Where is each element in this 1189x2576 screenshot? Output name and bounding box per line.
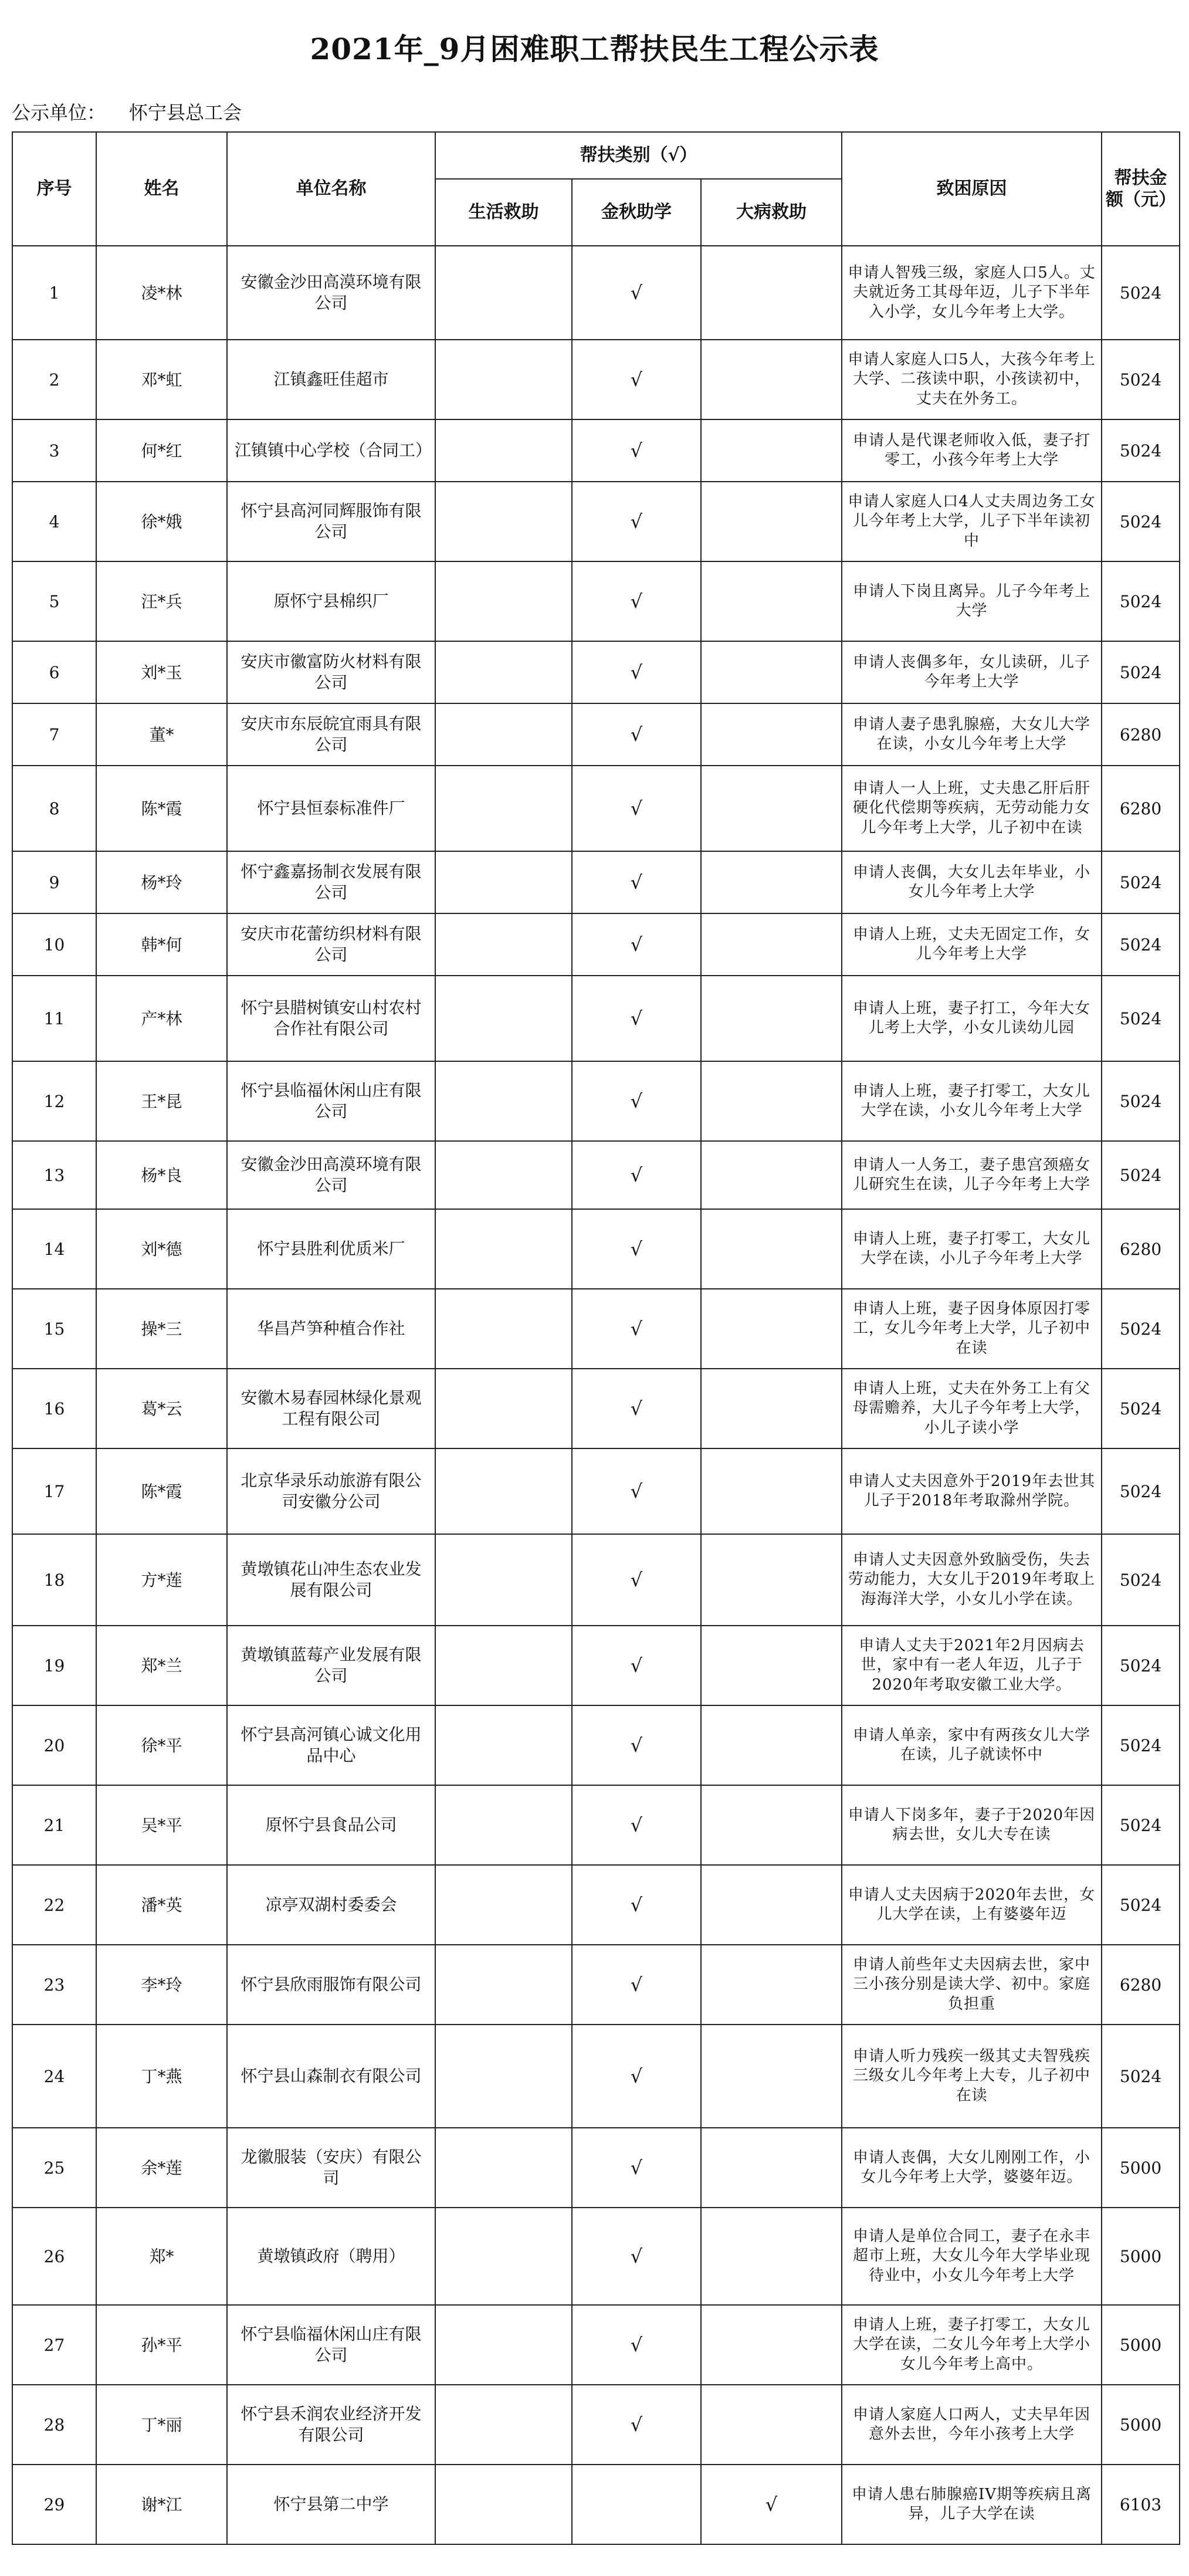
table-row xyxy=(12,1626,1180,1705)
row-amount: 5024 xyxy=(1102,1785,1180,1865)
row-check-illness xyxy=(701,246,842,340)
table-row xyxy=(12,976,1180,1061)
row-check-school: √ xyxy=(572,703,701,766)
row-check-school: √ xyxy=(572,1061,701,1141)
row-reason: 申请人智残三级，家庭人口5人。丈夫就近务工其母年迈，儿子下半年入小学，女儿今年考上大学。 xyxy=(842,246,1102,340)
row-seq: 10 xyxy=(12,913,96,976)
row-amount: 5024 xyxy=(1102,340,1180,419)
table-row xyxy=(12,1061,1180,1141)
row-org: 原怀宁县食品公司 xyxy=(227,1785,435,1865)
row-amount: 5024 xyxy=(1102,1141,1180,1209)
row-check-life xyxy=(435,1945,572,2025)
row-check-school: √ xyxy=(572,1534,701,1626)
row-reason: 申请人丈夫因意外致脑受伤，失去劳动能力，大女儿于2019年考取上海海洋大学，小女儿小学在读。 xyxy=(842,1534,1102,1626)
row-org: 原怀宁县棉织厂 xyxy=(227,561,435,641)
row-seq: 28 xyxy=(12,2385,96,2465)
row-check-illness xyxy=(701,1705,842,1785)
row-reason: 申请人上班，妻子打零工，大女儿大学在读，二女儿今年考上大学小女儿今年考上高中。 xyxy=(842,2305,1102,2385)
row-check-school: √ xyxy=(572,1785,701,1865)
row-check-illness xyxy=(701,703,842,766)
row-amount: 5024 xyxy=(1102,913,1180,976)
row-org: 安庆市东辰皖宜雨具有限公司 xyxy=(227,703,435,766)
row-name: 汪*兵 xyxy=(96,561,227,641)
row-name: 王*昆 xyxy=(96,1061,227,1141)
row-seq: 25 xyxy=(12,2128,96,2208)
header-seq: 序号 xyxy=(12,132,96,246)
table-row xyxy=(12,2465,1180,2544)
row-org: 怀宁县胜利优质米厂 xyxy=(227,1209,435,1289)
row-seq: 18 xyxy=(12,1534,96,1626)
header-category: 帮扶类别（√） xyxy=(435,132,842,179)
row-check-school: √ xyxy=(572,1945,701,2025)
row-reason: 申请人丧偶，大女儿刚刚工作，小女儿今年考上大学，婆婆年迈。 xyxy=(842,2128,1102,2208)
table-row xyxy=(12,1141,1180,1209)
row-name: 谢*江 xyxy=(96,2465,227,2544)
row-check-school: √ xyxy=(572,913,701,976)
table-row xyxy=(12,1865,1180,1945)
row-check-illness xyxy=(701,1534,842,1626)
row-check-life xyxy=(435,851,572,913)
row-name: 杨*玲 xyxy=(96,851,227,913)
row-reason: 申请人丈夫因病于2020年去世，女儿大学在读，上有婆婆年迈 xyxy=(842,1865,1102,1945)
table-body xyxy=(12,246,1180,2544)
row-name: 邓*虹 xyxy=(96,340,227,419)
table-row xyxy=(12,851,1180,913)
row-check-illness xyxy=(701,2025,842,2128)
table-row xyxy=(12,2128,1180,2208)
row-name: 凌*林 xyxy=(96,246,227,340)
row-check-school: √ xyxy=(572,2385,701,2465)
row-amount: 5024 xyxy=(1102,1289,1180,1369)
row-org: 安庆市徽富防火材料有限公司 xyxy=(227,641,435,703)
row-seq: 13 xyxy=(12,1141,96,1209)
row-check-illness xyxy=(701,2128,842,2208)
row-reason: 申请人家庭人口两人，丈夫早年因意外去世，今年小孩考上大学 xyxy=(842,2385,1102,2465)
table-row xyxy=(12,1369,1180,1448)
row-name: 吴*平 xyxy=(96,1785,227,1865)
row-seq: 26 xyxy=(12,2208,96,2305)
row-seq: 8 xyxy=(12,766,96,851)
row-amount: 5000 xyxy=(1102,2305,1180,2385)
table-row xyxy=(12,1945,1180,2025)
row-name: 何*红 xyxy=(96,419,227,482)
row-org: 怀宁县临福休闲山庄有限公司 xyxy=(227,2305,435,2385)
row-reason: 申请人患右肺腺癌IV期等疾病且离异，儿子大学在读 xyxy=(842,2465,1102,2544)
row-org: 安徽金沙田高漠环境有限公司 xyxy=(227,1141,435,1209)
row-check-life xyxy=(435,1061,572,1141)
row-name: 葛*云 xyxy=(96,1369,227,1448)
row-name: 韩*何 xyxy=(96,913,227,976)
row-seq: 2 xyxy=(12,340,96,419)
row-amount: 5024 xyxy=(1102,561,1180,641)
row-check-life xyxy=(435,2465,572,2544)
row-check-illness xyxy=(701,1945,842,2025)
row-amount: 5024 xyxy=(1102,2025,1180,2128)
row-reason: 申请人前些年丈夫因病去世，家中三小孩分别是读大学、初中。家庭负担重 xyxy=(842,1945,1102,2025)
row-check-school: √ xyxy=(572,1705,701,1785)
table-row xyxy=(12,482,1180,561)
header-amount: 帮扶金额（元） xyxy=(1102,132,1180,246)
row-check-school: √ xyxy=(572,2208,701,2305)
row-name: 潘*英 xyxy=(96,1865,227,1945)
row-check-life xyxy=(435,1534,572,1626)
row-check-school: √ xyxy=(572,1141,701,1209)
row-seq: 14 xyxy=(12,1209,96,1289)
table-row xyxy=(12,340,1180,419)
row-seq: 20 xyxy=(12,1705,96,1785)
row-seq: 1 xyxy=(12,246,96,340)
row-amount: 6103 xyxy=(1102,2465,1180,2544)
row-check-school: √ xyxy=(572,766,701,851)
table-row xyxy=(12,419,1180,482)
header-reason: 致困原因 xyxy=(842,132,1102,246)
row-reason: 申请人听力残疾一级其丈夫智残疾三级女儿今年考上大专，儿子初中在读 xyxy=(842,2025,1102,2128)
row-amount: 5024 xyxy=(1102,246,1180,340)
row-check-life xyxy=(435,703,572,766)
row-seq: 7 xyxy=(12,703,96,766)
row-seq: 4 xyxy=(12,482,96,561)
row-name: 董* xyxy=(96,703,227,766)
row-org: 黄墩镇政府（聘用） xyxy=(227,2208,435,2305)
publishing-unit-label: 公示单位： xyxy=(12,101,106,124)
row-check-illness xyxy=(701,419,842,482)
table-row xyxy=(12,766,1180,851)
table-row xyxy=(12,1785,1180,1865)
row-check-life xyxy=(435,2385,572,2465)
row-check-illness xyxy=(701,1448,842,1534)
row-check-school: √ xyxy=(572,482,701,561)
row-reason: 申请人一人上班，丈夫患乙肝后肝硬化代偿期等疾病，无劳动能力女儿今年考上大学，儿子初中在读 xyxy=(842,766,1102,851)
row-check-life xyxy=(435,913,572,976)
row-org: 江镇镇中心学校（合同工） xyxy=(227,419,435,482)
row-reason: 申请人单亲，家中有两孩女儿大学在读，儿子就读怀中 xyxy=(842,1705,1102,1785)
row-name: 刘*德 xyxy=(96,1209,227,1289)
row-check-life xyxy=(435,482,572,561)
row-reason: 申请人丈夫于2021年2月因病去世，家中有一老人年迈，儿子于2020年考取安徽工业大学。 xyxy=(842,1626,1102,1705)
row-check-illness xyxy=(701,851,842,913)
row-check-illness xyxy=(701,976,842,1061)
table-row xyxy=(12,246,1180,340)
row-check-life xyxy=(435,340,572,419)
row-name: 陈*霞 xyxy=(96,766,227,851)
row-reason: 申请人上班，妻子打零工，大女儿大学在读，小女儿今年考上大学 xyxy=(842,1061,1102,1141)
row-reason: 申请人是代课老师收入低，妻子打零工，小孩今年考上大学 xyxy=(842,419,1102,482)
row-check-school: √ xyxy=(572,1448,701,1534)
row-name: 孙*平 xyxy=(96,2305,227,2385)
row-check-school: √ xyxy=(572,641,701,703)
row-check-life xyxy=(435,1865,572,1945)
row-reason: 申请人家庭人口5人，大孩今年考上大学、二孩读中职，小孩读初中，丈夫在外务工。 xyxy=(842,340,1102,419)
row-name: 丁*燕 xyxy=(96,2025,227,2128)
row-reason: 申请人下岗且离异。儿子今年考上大学 xyxy=(842,561,1102,641)
row-name: 徐*娥 xyxy=(96,482,227,561)
row-amount: 6280 xyxy=(1102,1209,1180,1289)
header-org: 单位名称 xyxy=(227,132,435,246)
table-row xyxy=(12,1209,1180,1289)
row-check-life xyxy=(435,1448,572,1534)
table-row xyxy=(12,2025,1180,2128)
row-amount: 5000 xyxy=(1102,2128,1180,2208)
row-check-illness xyxy=(701,1289,842,1369)
row-amount: 5000 xyxy=(1102,2385,1180,2465)
row-seq: 24 xyxy=(12,2025,96,2128)
publishing-unit xyxy=(12,97,242,126)
row-check-life xyxy=(435,1289,572,1369)
row-amount: 5024 xyxy=(1102,976,1180,1061)
row-amount: 6280 xyxy=(1102,1945,1180,2025)
row-seq: 5 xyxy=(12,561,96,641)
table-row xyxy=(12,913,1180,976)
table-row xyxy=(12,1289,1180,1369)
row-amount: 5000 xyxy=(1102,2208,1180,2305)
row-reason: 申请人上班，妻子因身体原因打零工，女儿今年考上大学，儿子初中在读 xyxy=(842,1289,1102,1369)
table-row xyxy=(12,1448,1180,1534)
row-check-school: √ xyxy=(572,1209,701,1289)
row-check-illness xyxy=(701,1626,842,1705)
assistance-table xyxy=(12,131,1180,2545)
row-check-school: √ xyxy=(572,2305,701,2385)
row-org: 怀宁县恒泰标准件厂 xyxy=(227,766,435,851)
row-org: 怀宁县欣雨服饰有限公司 xyxy=(227,1945,435,2025)
row-check-school: √ xyxy=(572,976,701,1061)
row-org: 龙徽服装（安庆）有限公司 xyxy=(227,2128,435,2208)
row-check-life xyxy=(435,1705,572,1785)
row-amount: 5024 xyxy=(1102,419,1180,482)
row-name: 操*三 xyxy=(96,1289,227,1369)
row-check-illness xyxy=(701,340,842,419)
row-check-school: √ xyxy=(572,1865,701,1945)
row-amount: 6280 xyxy=(1102,766,1180,851)
row-check-illness xyxy=(701,641,842,703)
row-seq: 29 xyxy=(12,2465,96,2544)
row-check-illness xyxy=(701,2385,842,2465)
row-check-illness xyxy=(701,2208,842,2305)
row-check-illness xyxy=(701,1141,842,1209)
row-check-life xyxy=(435,2208,572,2305)
row-check-school: √ xyxy=(572,1289,701,1369)
row-name: 产*林 xyxy=(96,976,227,1061)
row-org: 怀宁县第二中学 xyxy=(227,2465,435,2544)
row-check-life xyxy=(435,766,572,851)
row-check-life xyxy=(435,419,572,482)
row-name: 杨*良 xyxy=(96,1141,227,1209)
row-check-school xyxy=(572,2465,701,2544)
row-org: 怀宁县禾润农业经济开发有限公司 xyxy=(227,2385,435,2465)
row-amount: 5024 xyxy=(1102,851,1180,913)
row-org: 安徽金沙田高漠环境有限公司 xyxy=(227,246,435,340)
row-org: 怀宁县腊树镇安山村农村合作社有限公司 xyxy=(227,976,435,1061)
row-name: 郑*兰 xyxy=(96,1626,227,1705)
row-name: 陈*霞 xyxy=(96,1448,227,1534)
row-check-school: √ xyxy=(572,851,701,913)
row-check-life xyxy=(435,1209,572,1289)
row-check-life xyxy=(435,976,572,1061)
row-seq: 22 xyxy=(12,1865,96,1945)
row-check-illness: √ xyxy=(701,2465,842,2544)
row-name: 李*玲 xyxy=(96,1945,227,2025)
row-check-school: √ xyxy=(572,1369,701,1448)
row-check-life xyxy=(435,1785,572,1865)
row-seq: 12 xyxy=(12,1061,96,1141)
row-reason: 申请人上班，妻子打零工，大女儿大学在读，小儿子今年考上大学 xyxy=(842,1209,1102,1289)
row-check-school: √ xyxy=(572,340,701,419)
row-amount: 5024 xyxy=(1102,1534,1180,1626)
row-check-life xyxy=(435,246,572,340)
row-check-illness xyxy=(701,2305,842,2385)
row-check-illness xyxy=(701,1369,842,1448)
row-check-illness xyxy=(701,766,842,851)
row-name: 刘*玉 xyxy=(96,641,227,703)
publishing-unit-name: 怀宁县总工会 xyxy=(129,101,242,124)
row-amount: 5024 xyxy=(1102,1369,1180,1448)
row-org: 怀宁县高河镇心诚文化用品中心 xyxy=(227,1705,435,1785)
row-org: 怀宁鑫嘉扬制衣发展有限公司 xyxy=(227,851,435,913)
row-amount: 6280 xyxy=(1102,703,1180,766)
row-check-life xyxy=(435,641,572,703)
row-name: 郑* xyxy=(96,2208,227,2305)
row-seq: 11 xyxy=(12,976,96,1061)
row-seq: 21 xyxy=(12,1785,96,1865)
row-reason: 申请人丧偶，大女儿去年毕业，小女儿今年考上大学 xyxy=(842,851,1102,913)
header-cat-life: 生活救助 xyxy=(435,179,572,246)
row-reason: 申请人家庭人口4人丈夫周边务工女儿今年考上大学，儿子下半年读初中 xyxy=(842,482,1102,561)
header-cat-school: 金秋助学 xyxy=(572,179,701,246)
row-reason: 申请人上班，妻子打工，今年大女儿考上大学，小女儿读幼儿园 xyxy=(842,976,1102,1061)
row-reason: 申请人妻子患乳腺癌，大女儿大学在读，小女儿今年考上大学 xyxy=(842,703,1102,766)
row-org: 江镇鑫旺佳超市 xyxy=(227,340,435,419)
row-reason: 申请人下岗多年，妻子于2020年因病去世，女儿大专在读 xyxy=(842,1785,1102,1865)
row-reason: 申请人上班，丈夫在外务工上有父母需赡养，大儿子今年考上大学，小儿子读小学 xyxy=(842,1369,1102,1448)
header-name: 姓名 xyxy=(96,132,227,246)
page-title: 2021年_9月困难职工帮扶民生工程公示表 xyxy=(310,32,879,66)
row-check-life xyxy=(435,1369,572,1448)
row-amount: 5024 xyxy=(1102,1705,1180,1785)
row-check-school: √ xyxy=(572,419,701,482)
row-check-illness xyxy=(701,913,842,976)
row-reason: 申请人一人务工，妻子患宫颈癌女儿研究生在读，儿子今年考上大学 xyxy=(842,1141,1102,1209)
row-org: 安庆市花蕾纺织材料有限公司 xyxy=(227,913,435,976)
table-row xyxy=(12,2208,1180,2305)
row-check-school: √ xyxy=(572,246,701,340)
row-org: 怀宁县高河同辉服饰有限公司 xyxy=(227,482,435,561)
row-org: 华昌芦笋种植合作社 xyxy=(227,1289,435,1369)
row-org: 怀宁县临福休闲山庄有限公司 xyxy=(227,1061,435,1141)
row-check-school: √ xyxy=(572,561,701,641)
row-name: 丁*丽 xyxy=(96,2385,227,2465)
row-seq: 27 xyxy=(12,2305,96,2385)
table-row xyxy=(12,2305,1180,2385)
table-row xyxy=(12,641,1180,703)
row-check-school: √ xyxy=(572,2128,701,2208)
row-amount: 5024 xyxy=(1102,641,1180,703)
row-check-life xyxy=(435,1141,572,1209)
row-seq: 16 xyxy=(12,1369,96,1448)
row-amount: 5024 xyxy=(1102,1448,1180,1534)
row-amount: 5024 xyxy=(1102,1626,1180,1705)
row-reason: 申请人丈夫因意外于2019年去世其儿子于2018年考取滁州学院。 xyxy=(842,1448,1102,1534)
row-check-life xyxy=(435,561,572,641)
row-check-illness xyxy=(701,1061,842,1141)
row-check-school: √ xyxy=(572,2025,701,2128)
table-row xyxy=(12,2385,1180,2465)
row-check-illness xyxy=(701,1865,842,1945)
table-row xyxy=(12,703,1180,766)
row-reason: 申请人丧偶多年，女儿读研，儿子今年考上大学 xyxy=(842,641,1102,703)
row-org: 北京华录乐动旅游有限公司安徽分公司 xyxy=(227,1448,435,1534)
row-check-illness xyxy=(701,561,842,641)
row-seq: 15 xyxy=(12,1289,96,1369)
row-check-life xyxy=(435,2025,572,2128)
row-check-illness xyxy=(701,1209,842,1289)
row-check-life xyxy=(435,2128,572,2208)
table-row xyxy=(12,1705,1180,1785)
row-amount: 5024 xyxy=(1102,1061,1180,1141)
row-name: 徐*平 xyxy=(96,1705,227,1785)
row-seq: 9 xyxy=(12,851,96,913)
row-name: 方*莲 xyxy=(96,1534,227,1626)
row-reason: 申请人是单位合同工，妻子在永丰超市上班，大女儿今年大学毕业现待业中，小女儿今年考上大学 xyxy=(842,2208,1102,2305)
row-check-life xyxy=(435,2305,572,2385)
row-seq: 6 xyxy=(12,641,96,703)
row-seq: 19 xyxy=(12,1626,96,1705)
row-seq: 3 xyxy=(12,419,96,482)
table-row xyxy=(12,1534,1180,1626)
row-org: 黄墩镇蓝莓产业发展有限公司 xyxy=(227,1626,435,1705)
row-check-illness xyxy=(701,482,842,561)
row-org: 怀宁县山森制衣有限公司 xyxy=(227,2025,435,2128)
row-seq: 17 xyxy=(12,1448,96,1534)
row-seq: 23 xyxy=(12,1945,96,2025)
row-org: 黄墩镇花山冲生态农业发展有限公司 xyxy=(227,1534,435,1626)
table-header xyxy=(12,132,1180,246)
row-org: 安徽木易春园林绿化景观工程有限公司 xyxy=(227,1369,435,1448)
table-row xyxy=(12,561,1180,641)
row-reason: 申请人上班，丈夫无固定工作，女儿今年考上大学 xyxy=(842,913,1102,976)
row-amount: 5024 xyxy=(1102,1865,1180,1945)
row-amount: 5024 xyxy=(1102,482,1180,561)
header-cat-illness: 大病救助 xyxy=(701,179,842,246)
row-check-life xyxy=(435,1626,572,1705)
row-check-illness xyxy=(701,1785,842,1865)
row-name: 余*莲 xyxy=(96,2128,227,2208)
row-org: 凉亭双湖村委委会 xyxy=(227,1865,435,1945)
row-check-school: √ xyxy=(572,1626,701,1705)
